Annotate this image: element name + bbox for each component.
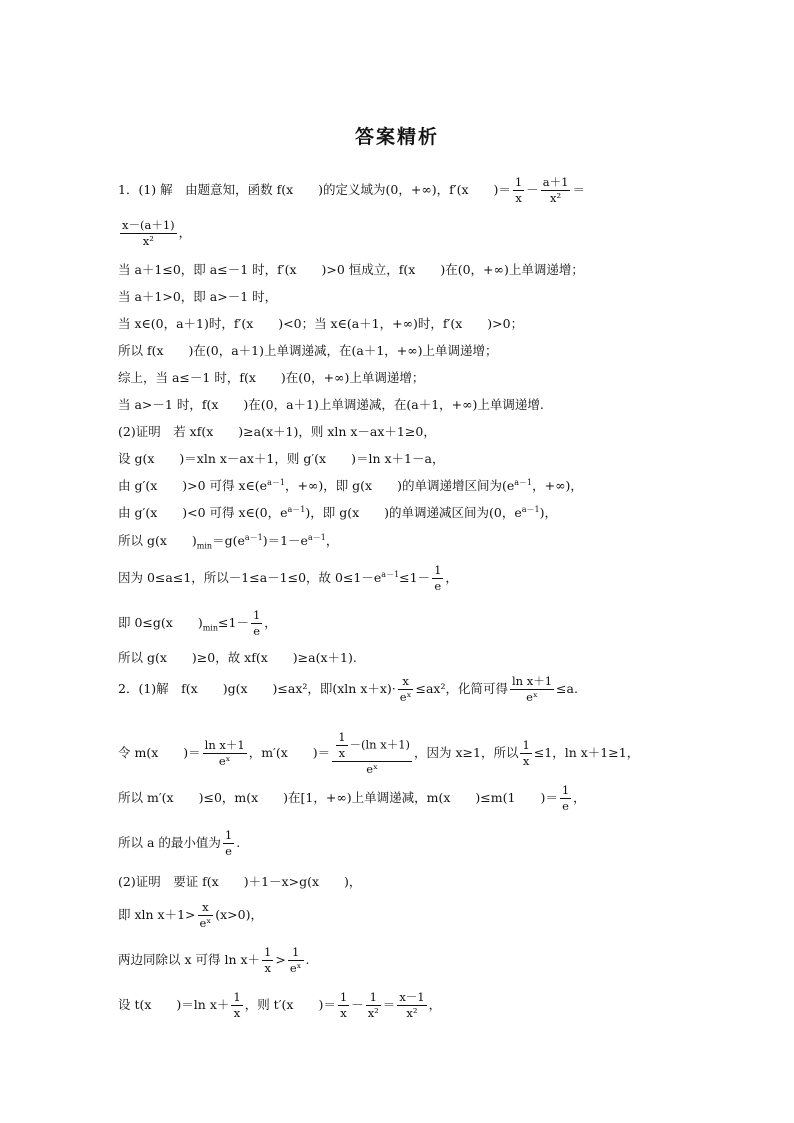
fraction: [398, 674, 414, 705]
denominator: e: [562, 799, 569, 813]
denominator: x²: [367, 1006, 379, 1020]
fraction: [560, 783, 571, 814]
text-run: ＝: [572, 182, 585, 197]
exponent: a－1: [514, 477, 533, 487]
solution-line-13: [118, 531, 688, 551]
numerator: x－(a＋1): [122, 218, 175, 232]
solution-line-24: [118, 990, 688, 1021]
solution-line-5: 当 x∈(0，a＋1)时，f′(x )<0；当 x∈(a＋1，+∞)时，f′(x )>0；: [118, 316, 524, 331]
solution-line-23: [118, 945, 688, 976]
solution-line-4: 当 a＋1>0，即 a>－1 时，: [118, 289, 278, 304]
numerator: 1: [434, 563, 442, 577]
text-run: )，: [539, 505, 558, 520]
denominator: eˣ: [399, 690, 412, 704]
denominator: e: [434, 579, 442, 593]
text-run: .: [236, 835, 241, 850]
text-run: ≤1－: [399, 570, 431, 585]
solution-line-6: 所以 f(x )在(0，a＋1)上单调递减，在(a＋1，+∞)上单调递增；: [118, 343, 498, 358]
solution-line-12: [118, 503, 688, 523]
exponent: a－1: [287, 504, 306, 514]
numerator: x: [398, 674, 414, 690]
text-run: )，即 g(x )的单调递减区间为(0，e: [305, 505, 522, 520]
numerator: 1: [252, 608, 261, 622]
numerator: 1: [264, 945, 272, 959]
text-run: 所以 a 的最小值为: [118, 835, 221, 850]
text-run: 由 g′(x )>0 可得 x∈(e: [118, 478, 268, 493]
text-run: ，+∞)，即 g(x )的单调递增区间为(e: [284, 478, 515, 493]
solution-line-15: [118, 608, 688, 639]
text-run: (x>0)，: [215, 907, 263, 922]
numerator: 1: [224, 828, 233, 842]
text-run: ，因为 x≥1，所以: [414, 745, 519, 760]
text-run: 两边同除以 x 可得 ln x＋: [118, 952, 261, 967]
text-run: ≤ax²，化简可得: [415, 681, 508, 696]
text-run: 由 g′(x )<0 可得 x∈(0，e: [118, 505, 288, 520]
solution-line-3: 当 a＋1≤0，即 a≤－1 时，f′(x )>0 恒成立，f(x )在(0，+∞)上单调递增；: [118, 262, 584, 277]
exponent: a－1: [244, 532, 263, 542]
text-run: 因为 0≤a≤1，所以－1≤a－1≤0，故 0≤1－e: [118, 570, 382, 585]
text-run: 1．(1) 解 由题意知，函数 f(x )的定义域为(0，+∞)，f′(x )＝: [118, 182, 511, 197]
text-run: ≤1，ln x＋1≥1，: [533, 745, 640, 760]
solution-line-2: [118, 218, 688, 249]
solution-line-9: (2)证明 若 xf(x )≥a(x＋1)，则 xln x－ax＋1≥0，: [118, 424, 436, 439]
denominator: eˣ: [199, 916, 212, 930]
text-run: ，: [445, 570, 458, 585]
solution-line-1: [118, 175, 688, 206]
numerator: 1: [514, 175, 523, 189]
fraction: [432, 563, 443, 594]
solution-line-11: [118, 476, 688, 496]
denominator: x: [264, 961, 271, 975]
denominator: eˣ: [289, 961, 302, 975]
text-run: 2．(1)解 f(x )g(x )≤ax²，即(xln x＋x)·: [118, 681, 396, 696]
exponent: a－1: [267, 477, 285, 487]
compound-fraction: [332, 730, 412, 777]
numerator: a＋1: [542, 175, 569, 189]
page-title: 答案精析: [354, 126, 439, 148]
solution-line-17: [118, 674, 688, 705]
fraction: [198, 900, 214, 931]
text-run: ，: [178, 225, 192, 240]
text-run: ，m′(x )＝: [248, 745, 331, 760]
fraction: [336, 730, 347, 761]
subscript: min: [202, 623, 219, 633]
text-run: ，: [573, 790, 586, 805]
numerator: 1: [338, 730, 346, 744]
text-run: 即 0≤g(x ): [118, 615, 203, 630]
text-run: ＝g(e: [212, 533, 245, 548]
denominator: x²: [142, 234, 154, 248]
solution-line-10: 设 g(x )＝xln x－ax＋1，则 g′(x )＝ln x＋1－a，: [118, 451, 445, 466]
text-run: ≤a.: [556, 681, 578, 696]
fraction: [251, 608, 262, 639]
fraction: [203, 738, 247, 769]
numerator: 1: [561, 783, 570, 797]
numerator: 1: [288, 945, 304, 961]
denominator: x: [338, 746, 346, 760]
fraction: [120, 218, 177, 249]
fraction: [262, 945, 273, 976]
solution-line-19: [118, 783, 688, 814]
text-run: ，+∞)，: [532, 478, 583, 493]
numerator: 1: [522, 738, 530, 752]
text-run: 即 xln x＋1>: [118, 907, 196, 922]
solution-line-20: [118, 828, 688, 859]
fraction: [513, 175, 524, 206]
text-run: ，则 t′(x )＝: [244, 997, 336, 1012]
solution-line-16: 所以 g(x )≥0，故 xf(x )≥a(x＋1).: [118, 650, 357, 665]
subscript: min: [196, 541, 213, 551]
exponent: a－1: [307, 532, 326, 542]
fraction: [510, 674, 554, 705]
fraction: [338, 990, 349, 1021]
numerator: ln x＋1: [511, 674, 553, 688]
denominator: x: [522, 754, 530, 768]
denominator: e: [253, 624, 261, 638]
text-run: 设 t(x )＝ln x＋: [118, 997, 230, 1012]
text-run: ≤1－: [218, 615, 249, 630]
text-run: )＝1－e: [262, 533, 308, 548]
fraction: [520, 738, 531, 769]
fraction: [541, 175, 571, 206]
text-run: －(ln x＋1): [349, 737, 411, 752]
denominator: eˣ: [526, 690, 538, 704]
solution-line-7: 综上，当 a≤－1 时，f(x )在(0，+∞)上单调递增；: [118, 370, 425, 385]
text-run: 令 m(x )＝: [118, 745, 201, 760]
solution-line-21: (2)证明 要证 f(x )＋1－x>g(x )，: [118, 874, 362, 889]
text-run: －: [526, 182, 539, 197]
fraction: [223, 828, 234, 859]
numerator: 1: [339, 990, 348, 1004]
solution-line-8: 当 a>－1 时，f(x )在(0，a＋1)上单调递减，在(a＋1，+∞)上单调递增.: [118, 397, 544, 412]
exponent: a－1: [381, 569, 400, 579]
denominator: x: [233, 1006, 241, 1020]
exponent: a－1: [521, 504, 540, 514]
denominator: x²: [406, 1006, 418, 1020]
text-run: ，: [325, 533, 339, 548]
denominator: x²: [550, 191, 562, 205]
numerator: [332, 730, 412, 762]
numerator: 1: [366, 990, 381, 1006]
denominator: eˣ: [218, 754, 231, 768]
solution-line-14: [118, 563, 688, 594]
fraction: [366, 990, 381, 1021]
text-run: .: [305, 952, 310, 967]
fraction: [397, 990, 426, 1021]
solution-line-18: [118, 730, 688, 777]
solution-line-22: [118, 900, 688, 931]
text-run: ＝: [382, 997, 396, 1012]
numerator: ln x＋1: [204, 738, 245, 752]
denominator: eˣ: [366, 762, 378, 776]
numerator: x: [198, 900, 214, 916]
numerator: 1: [233, 990, 241, 1004]
denominator: x: [340, 1006, 347, 1020]
denominator: x: [515, 191, 522, 205]
text-run: －: [351, 997, 364, 1012]
text-run: ，: [264, 615, 277, 630]
text-run: >: [275, 952, 286, 967]
numerator: x－1: [399, 990, 425, 1004]
text-run: ，: [428, 997, 442, 1012]
denominator: e: [225, 844, 232, 858]
text-run: 所以 g(x ): [118, 533, 197, 548]
text-run: 所以 m′(x )≤0，m(x )在[1，+∞)上单调递减，m(x )≤m(1 )＝: [118, 790, 558, 805]
fraction: [231, 990, 242, 1021]
fraction: [288, 945, 304, 976]
